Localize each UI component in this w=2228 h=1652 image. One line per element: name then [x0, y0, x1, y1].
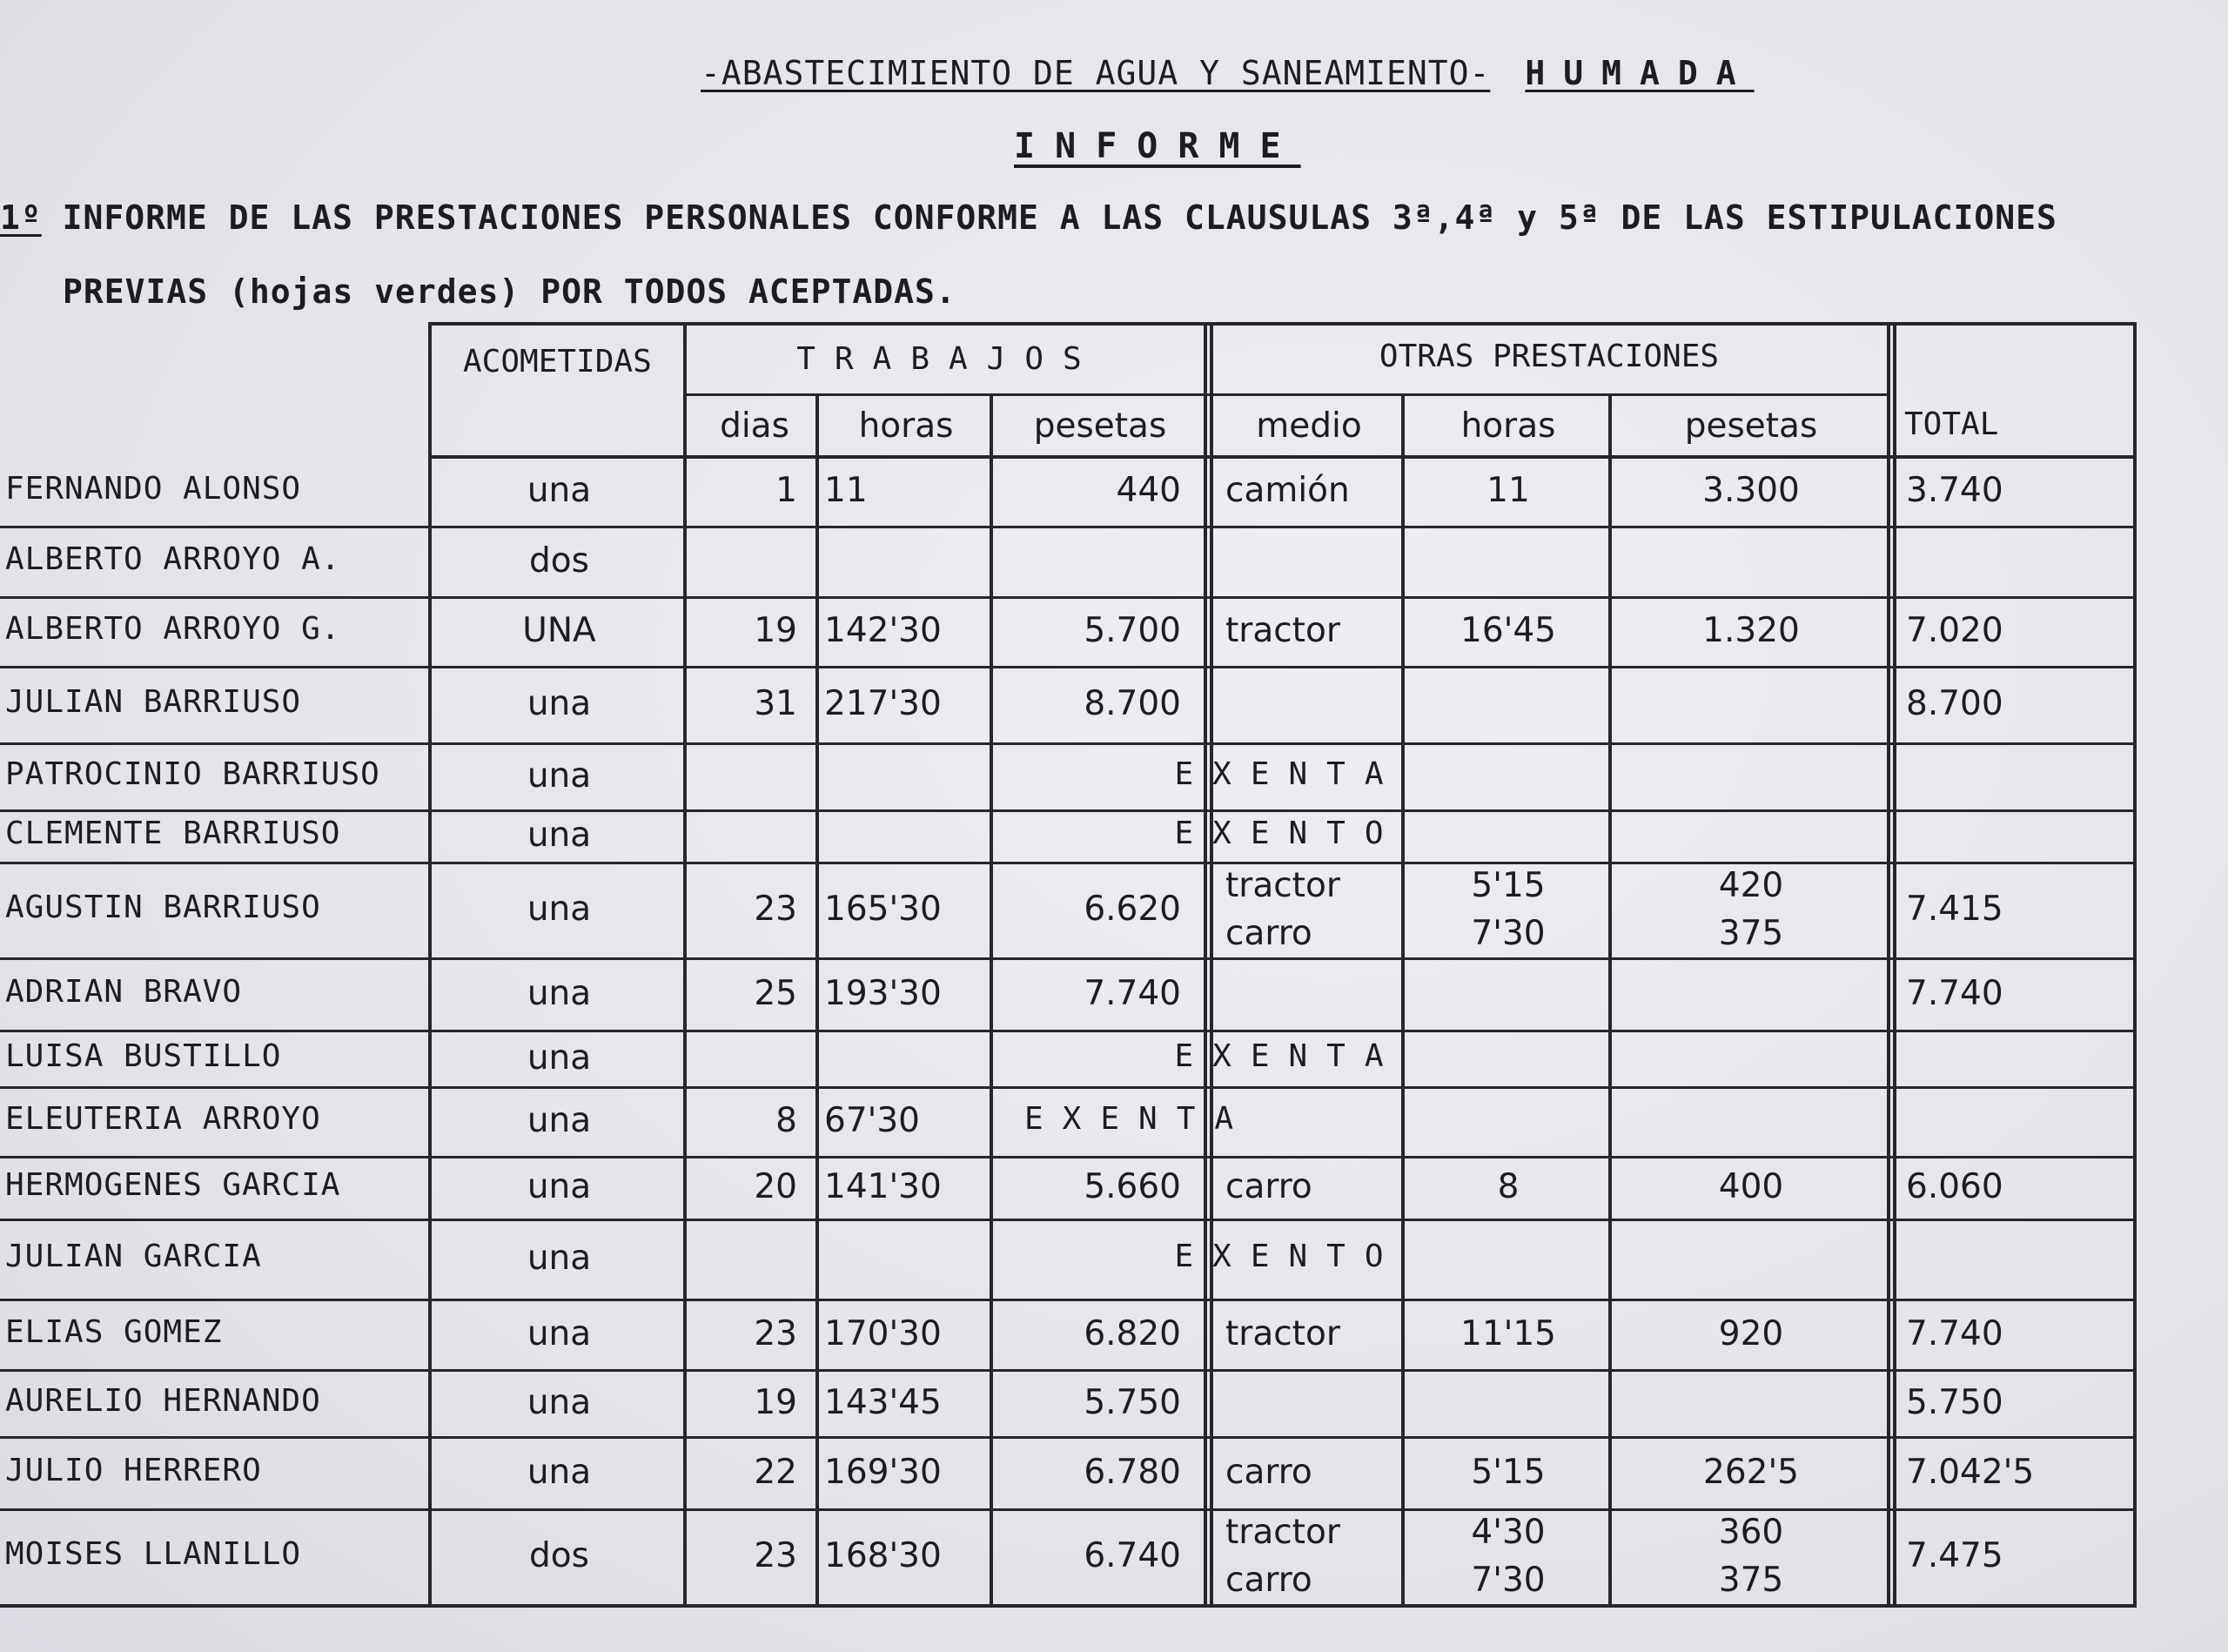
person-name: JULIAN BARRIUSO	[5, 684, 302, 720]
pesetas-value: 7.740	[1084, 974, 1181, 1013]
acometidas-value: una	[527, 684, 592, 723]
pesetas2-value: 1.320	[1702, 611, 1800, 650]
person-name: AURELIO HERNANDO	[5, 1383, 321, 1419]
horas-value: 217'30	[824, 684, 942, 723]
medio-value: carro	[1225, 1453, 1312, 1492]
row-line	[0, 1436, 2137, 1439]
row-line	[0, 742, 2137, 745]
person-name: ALBERTO ARROYO A.	[5, 541, 341, 577]
header-acometidas: ACOMETIDAS	[463, 344, 652, 379]
place-name: HUMADA	[1525, 54, 1755, 92]
horas2-value: 5'15	[1471, 866, 1546, 905]
row-line	[0, 666, 2137, 668]
pesetas2-value: 920	[1718, 1314, 1784, 1353]
col-divider-horas2	[1608, 393, 1612, 1604]
acometidas-value: dos	[529, 1536, 589, 1575]
col-divider-total-double	[1893, 322, 1896, 1604]
row-line	[0, 526, 2137, 528]
person-name: ELEUTERIA ARROYO	[5, 1101, 321, 1137]
horas2-value-second: 7'30	[1471, 1561, 1546, 1600]
row-line	[0, 1030, 2137, 1032]
acometidas-value: UNA	[522, 611, 596, 650]
dias-value: 19	[754, 1383, 797, 1422]
pesetas2-value-second: 375	[1718, 1561, 1784, 1600]
total-value: 7.415	[1906, 890, 2003, 929]
person-name: ELIAS GOMEZ	[5, 1314, 223, 1350]
row-line	[0, 957, 2137, 960]
col-divider-dias	[815, 393, 819, 1604]
medio-value: carro	[1225, 1167, 1312, 1206]
total-value: 8.700	[1906, 684, 2003, 723]
horas2-value: 11	[1486, 471, 1530, 510]
medio-value: tractor	[1225, 611, 1340, 650]
dias-value: 23	[754, 890, 797, 929]
intro-line-1	[0, 198, 2057, 237]
col-divider-pesetas-double	[1210, 322, 1213, 1604]
acometidas-value: una	[527, 756, 592, 796]
acometidas-value: una	[527, 890, 592, 929]
pesetas-value: 6.780	[1084, 1453, 1181, 1492]
exempt-note: EXENTA	[1174, 1038, 1403, 1074]
dias-value: 20	[754, 1167, 797, 1206]
medio-value-second: carro	[1225, 1561, 1312, 1600]
horas-value: 165'30	[824, 890, 942, 929]
row-line	[0, 1086, 2137, 1089]
header-medio: medio	[1256, 406, 1362, 446]
person-name: JULIO HERRERO	[5, 1453, 262, 1488]
acometidas-value: una	[527, 816, 592, 855]
horas2-value-second: 7'30	[1471, 914, 1546, 953]
table-top-border	[428, 322, 2137, 326]
header-dias: dias	[720, 406, 789, 446]
col-divider-pesetas	[1204, 322, 1207, 1604]
row-line	[0, 1299, 2137, 1301]
pesetas2-value: 3.300	[1702, 471, 1800, 510]
pesetas2-value: 262'5	[1703, 1453, 1799, 1492]
col-divider-total	[1887, 322, 1890, 1604]
acometidas-value: una	[527, 1167, 592, 1206]
dias-value: 23	[754, 1314, 797, 1353]
horas-value: 168'30	[824, 1536, 942, 1575]
dias-value: 1	[775, 471, 797, 510]
horas-value: 169'30	[824, 1453, 942, 1492]
dias-value: 22	[754, 1453, 797, 1492]
person-name: ALBERTO ARROYO G.	[5, 611, 341, 647]
intro-line-2: PREVIAS (hojas verdes) POR TODOS ACEPTADAS.	[63, 272, 956, 311]
row-line	[0, 596, 2137, 599]
dias-value: 19	[754, 611, 797, 650]
header-bottom-line	[428, 455, 2137, 459]
exempt-note: EXENTO	[1174, 816, 1403, 851]
pesetas2-value: 420	[1718, 866, 1784, 905]
pesetas2-value: 400	[1718, 1167, 1784, 1206]
row-line	[0, 1369, 2137, 1372]
horas2-value: 11'15	[1460, 1314, 1556, 1353]
header-horas2: horas	[1460, 406, 1556, 446]
acometidas-value: una	[527, 471, 592, 510]
header-horas: horas	[858, 406, 954, 446]
total-value: 7.740	[1906, 974, 2003, 1013]
intro-text-1: INFORME DE LAS PRESTACIONES PERSONALES CONFORME A LAS CLAUSULAS 3ª,4ª y 5ª DE LAS ESTIPULACIONES	[41, 198, 2057, 237]
intro-number: 1º	[0, 198, 42, 237]
horas-value: 67'30	[824, 1101, 920, 1140]
person-name: ADRIAN BRAVO	[5, 974, 243, 1010]
horas2-value: 16'45	[1460, 611, 1556, 650]
pesetas-value: 440	[1116, 471, 1181, 510]
exempt-note: EXENTA	[1024, 1101, 1253, 1137]
total-value: 3.740	[1906, 471, 2003, 510]
horas2-value: 4'30	[1471, 1513, 1546, 1552]
acometidas-value: una	[527, 1314, 592, 1353]
pesetas-value: 5.660	[1084, 1167, 1181, 1206]
pesetas-value: 5.700	[1084, 611, 1181, 650]
medio-value: camión	[1225, 471, 1350, 510]
horas-value: 170'30	[824, 1314, 942, 1353]
horas-value: 143'45	[824, 1383, 942, 1422]
pesetas-value: 6.620	[1084, 890, 1181, 929]
medio-value: tractor	[1225, 866, 1340, 905]
person-name: FERNANDO ALONSO	[5, 471, 302, 507]
person-name: PATROCINIO BARRIUSO	[5, 756, 380, 792]
title-text: -ABASTECIMIENTO DE AGUA Y SANEAMIENTO-	[701, 54, 1491, 92]
table-bottom-border	[0, 1604, 2137, 1608]
horas2-value: 5'15	[1471, 1453, 1546, 1492]
pesetas-value: 8.700	[1084, 684, 1181, 723]
header-trabajos: TRABAJOS	[796, 341, 1101, 377]
exempt-note: EXENTA	[1174, 756, 1403, 792]
table-right-border	[2133, 322, 2137, 1604]
person-name: LUISA BUSTILLO	[5, 1038, 282, 1074]
acometidas-value: dos	[529, 541, 589, 581]
horas-value: 11	[824, 471, 868, 510]
header-pesetas: pesetas	[1033, 406, 1167, 446]
medio-value-second: carro	[1225, 914, 1312, 953]
header-total: TOTAL	[1904, 406, 1999, 442]
person-name: JULIAN GARCIA	[5, 1239, 262, 1274]
pesetas-value: 6.820	[1084, 1314, 1181, 1353]
horas-value: 193'30	[824, 974, 942, 1013]
exempt-note: EXENTO	[1174, 1239, 1403, 1274]
total-value: 5.750	[1906, 1383, 2003, 1422]
document-subtitle: INFORME	[1014, 126, 1301, 166]
dias-value: 23	[754, 1536, 797, 1575]
medio-value: tractor	[1225, 1314, 1340, 1353]
acometidas-value: una	[527, 1383, 592, 1422]
dias-value: 8	[775, 1101, 797, 1140]
header-otras-prestaciones: OTRAS PRESTACIONES	[1379, 339, 1720, 374]
acometidas-value: una	[527, 1038, 592, 1078]
acometidas-value: una	[527, 1101, 592, 1140]
acometidas-value: una	[527, 1239, 592, 1278]
total-value: 6.060	[1906, 1167, 2003, 1206]
col-divider-medio	[1401, 393, 1405, 1604]
header-pesetas2: pesetas	[1684, 406, 1818, 446]
dias-value: 25	[754, 974, 797, 1013]
row-line	[0, 1508, 2137, 1511]
total-value: 7.020	[1906, 611, 2003, 650]
horas-value: 142'30	[824, 611, 942, 650]
header-mid-line	[683, 393, 1887, 396]
person-name: CLEMENTE BARRIUSO	[5, 816, 341, 851]
total-value: 7.475	[1906, 1536, 2003, 1575]
acometidas-value: una	[527, 1453, 592, 1492]
pesetas-value: 6.740	[1084, 1536, 1181, 1575]
row-line	[0, 862, 2137, 864]
total-value: 7.042'5	[1906, 1453, 2035, 1492]
row-line	[0, 1219, 2137, 1221]
person-name: HERMOGENES GARCIA	[5, 1167, 341, 1203]
medio-value: tractor	[1225, 1513, 1340, 1552]
row-line	[0, 809, 2137, 812]
horas-value: 141'30	[824, 1167, 942, 1206]
pesetas-value: 5.750	[1084, 1383, 1181, 1422]
pesetas2-value-second: 375	[1718, 914, 1784, 953]
pesetas2-value: 360	[1718, 1513, 1784, 1552]
dias-value: 31	[754, 684, 797, 723]
person-name: MOISES LLANILLO	[5, 1536, 302, 1572]
total-value: 7.740	[1906, 1314, 2003, 1353]
person-name: AGUSTIN BARRIUSO	[5, 890, 321, 925]
row-line	[0, 1156, 2137, 1158]
horas2-value: 8	[1497, 1167, 1520, 1206]
document-title	[701, 54, 1755, 92]
acometidas-value: una	[527, 974, 592, 1013]
